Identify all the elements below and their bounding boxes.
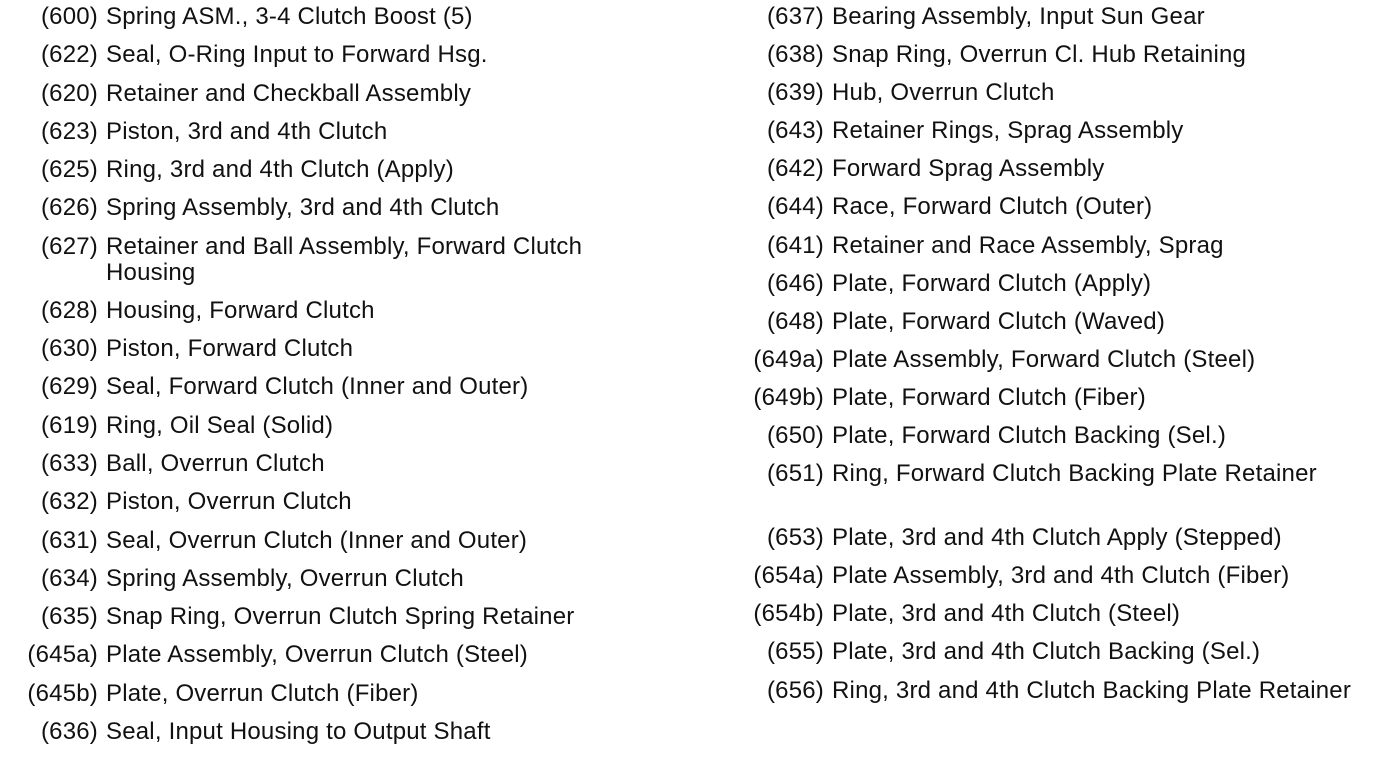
- part-number: (636): [40, 718, 98, 746]
- part-description: Ring, Forward Clutch Backing Plate Retainer: [832, 460, 1317, 488]
- parts-list-right: [728, 4, 1376, 742]
- part-description: Seal, Forward Clutch (Inner and Outer): [106, 373, 529, 401]
- list-item: [728, 309, 1376, 347]
- part-number: (630): [40, 335, 98, 363]
- list-item: [0, 195, 680, 233]
- part-number: (620): [40, 79, 98, 107]
- part-description: Ring, Oil Seal (Solid): [106, 411, 334, 439]
- part-description: Ring, 3rd and 4th Clutch Backing Plate Retainer: [832, 676, 1352, 704]
- part-number: (645a): [27, 641, 98, 669]
- list-item: [0, 489, 680, 527]
- part-number: (643): [766, 117, 824, 145]
- list-item: [0, 528, 680, 566]
- part-description: Retainer and Ball Assembly, Forward Clutch Housing: [106, 232, 583, 286]
- part-number: (656): [766, 676, 824, 704]
- list-item: [728, 80, 1376, 118]
- part-description: Hub, Overrun Clutch: [832, 79, 1055, 107]
- list-item: [0, 234, 680, 298]
- list-item: [0, 719, 680, 757]
- list-item: [0, 451, 680, 489]
- list-item: [0, 681, 680, 719]
- part-number: (646): [766, 269, 824, 297]
- part-description: Seal, Overrun Clutch (Inner and Outer): [106, 526, 528, 554]
- list-item: [0, 42, 680, 80]
- part-number: (634): [40, 564, 98, 592]
- list-item: [728, 194, 1376, 232]
- part-description: Plate, Forward Clutch (Apply): [832, 269, 1152, 297]
- part-description: Plate, 3rd and 4th Clutch (Steel): [832, 600, 1181, 628]
- part-description: Spring Assembly, 3rd and 4th Clutch: [106, 194, 500, 222]
- list-item: [0, 119, 680, 157]
- part-number: (626): [40, 194, 98, 222]
- list-item: [728, 4, 1376, 42]
- part-number: (641): [766, 231, 824, 259]
- part-description: Forward Sprag Assembly: [832, 155, 1105, 183]
- part-number: (650): [766, 422, 824, 450]
- part-number: (654a): [753, 562, 824, 590]
- list-item: [728, 639, 1376, 677]
- part-description: Retainer and Race Assembly, Sprag: [832, 231, 1224, 259]
- list-item: [728, 461, 1376, 525]
- part-number: (638): [766, 41, 824, 69]
- part-description: Plate, Overrun Clutch (Fiber): [106, 679, 419, 707]
- part-description: Plate Assembly, 3rd and 4th Clutch (Fiber): [832, 562, 1290, 590]
- part-number: (623): [40, 117, 98, 145]
- list-item: [728, 423, 1376, 461]
- list-item: [0, 413, 680, 451]
- part-description: Spring Assembly, Overrun Clutch: [106, 564, 464, 592]
- part-description: Plate, Forward Clutch Backing (Sel.): [832, 422, 1227, 450]
- part-number: (629): [40, 373, 98, 401]
- part-description: Plate, 3rd and 4th Clutch Backing (Sel.): [832, 638, 1261, 666]
- part-number: (648): [766, 307, 824, 335]
- part-number: (649a): [753, 345, 824, 373]
- part-description: Piston, Overrun Clutch: [106, 488, 352, 516]
- list-item: [728, 156, 1376, 194]
- part-number: (653): [766, 524, 824, 552]
- parts-list-left: [0, 4, 680, 757]
- list-item: [728, 233, 1376, 271]
- list-item: [0, 157, 680, 195]
- part-description: Housing, Forward Clutch: [106, 296, 375, 324]
- part-description: Seal, Input Housing to Output Shaft: [106, 718, 491, 746]
- part-number: (642): [766, 155, 824, 183]
- part-description: Piston, Forward Clutch: [106, 335, 354, 363]
- part-description: Plate, Forward Clutch (Waved): [832, 307, 1166, 335]
- part-number: (651): [766, 460, 824, 488]
- part-number: (655): [766, 638, 824, 666]
- list-item: [0, 4, 680, 42]
- part-number: (633): [40, 449, 98, 477]
- list-item: [728, 601, 1376, 639]
- part-number: (645b): [27, 679, 98, 707]
- list-item: [728, 525, 1376, 563]
- part-number: (628): [40, 296, 98, 324]
- part-number: (631): [40, 526, 98, 554]
- list-item: [728, 118, 1376, 156]
- list-item: [728, 678, 1376, 742]
- list-item: [0, 298, 680, 336]
- list-item: [728, 347, 1376, 385]
- part-description: Plate Assembly, Forward Clutch (Steel): [832, 345, 1256, 373]
- part-description: Plate, 3rd and 4th Clutch Apply (Stepped): [832, 524, 1282, 552]
- list-item: [0, 604, 680, 642]
- part-number: (644): [766, 193, 824, 221]
- part-number: (654b): [753, 600, 824, 628]
- list-item: [728, 385, 1376, 423]
- part-number: (622): [40, 41, 98, 69]
- part-number: (627): [40, 232, 98, 260]
- part-number: (649b): [753, 383, 824, 411]
- part-description: Plate, Forward Clutch (Fiber): [832, 383, 1146, 411]
- part-number: (635): [40, 603, 98, 631]
- part-description: Piston, 3rd and 4th Clutch: [106, 117, 388, 145]
- part-number: (600): [40, 3, 98, 30]
- part-number: (625): [40, 156, 98, 184]
- list-item: [0, 81, 680, 119]
- part-description: Ball, Overrun Clutch: [106, 449, 325, 477]
- part-description: Snap Ring, Overrun Cl. Hub Retaining: [832, 41, 1247, 69]
- part-number: (639): [766, 79, 824, 107]
- list-item: [728, 563, 1376, 601]
- part-number: (632): [40, 488, 98, 516]
- part-description: Ring, 3rd and 4th Clutch (Apply): [106, 156, 454, 184]
- list-item: [728, 271, 1376, 309]
- part-description: Spring ASM., 3-4 Clutch Boost (5): [106, 3, 473, 30]
- part-description: Bearing Assembly, Input Sun Gear: [832, 3, 1205, 30]
- part-description: Retainer and Checkball Assembly: [106, 79, 472, 107]
- part-number: (619): [40, 411, 98, 439]
- part-description: Retainer Rings, Sprag Assembly: [832, 117, 1184, 145]
- part-description: Seal, O-Ring Input to Forward Hsg.: [106, 41, 488, 69]
- part-number: (637): [766, 3, 824, 30]
- part-description: Snap Ring, Overrun Clutch Spring Retainer: [106, 603, 575, 631]
- list-item: [0, 374, 680, 412]
- list-item: [728, 42, 1376, 80]
- part-description: Plate Assembly, Overrun Clutch (Steel): [106, 641, 528, 669]
- list-item: [0, 566, 680, 604]
- list-item: [0, 642, 680, 680]
- list-item: [0, 336, 680, 374]
- part-description: Race, Forward Clutch (Outer): [832, 193, 1153, 221]
